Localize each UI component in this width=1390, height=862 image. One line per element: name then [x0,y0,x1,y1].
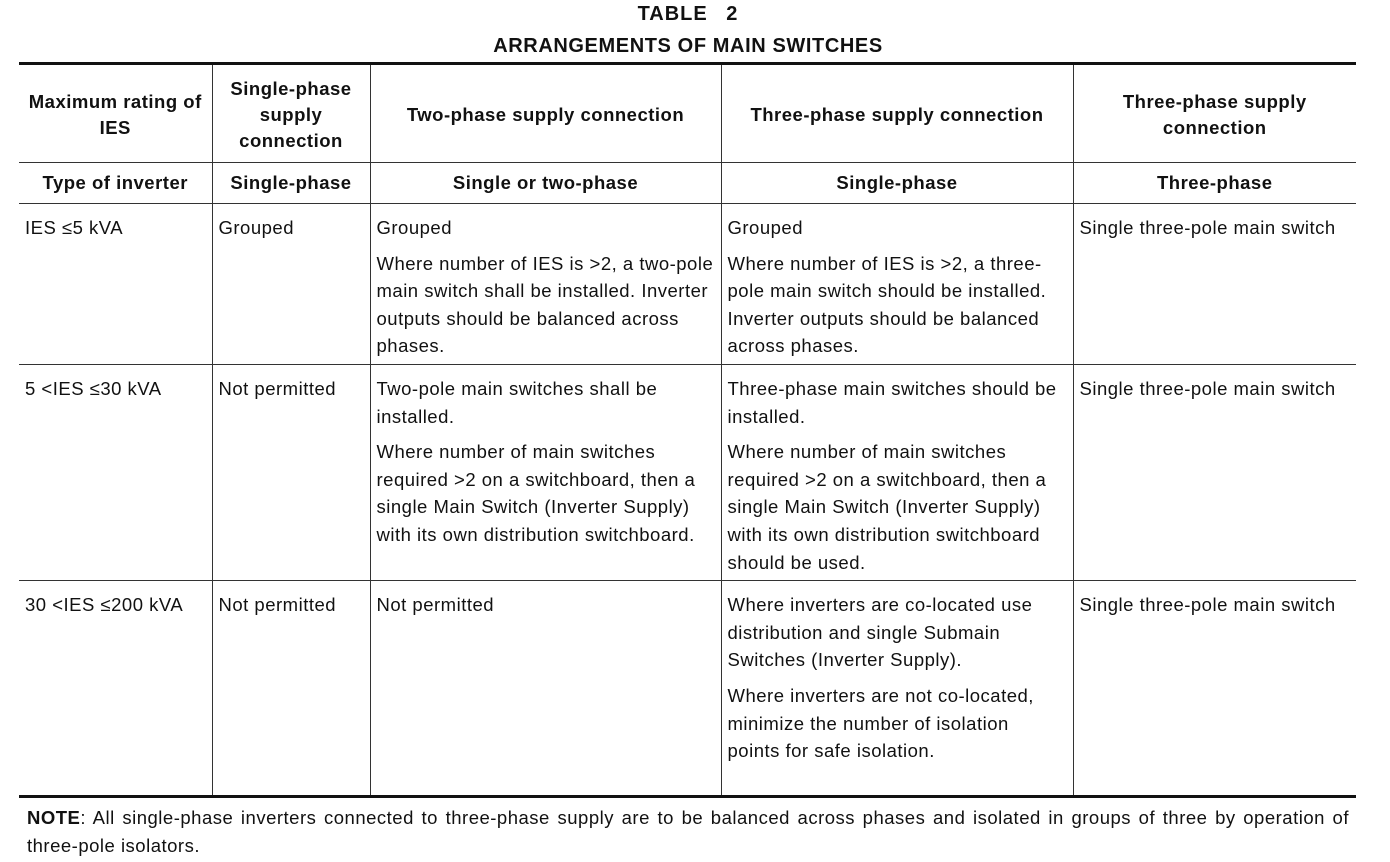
three-phase-three-cell [1073,364,1356,580]
note-label: NOTE [27,807,81,828]
header-cell: Single-phase [721,163,1073,204]
table-note [27,804,1349,860]
cell-text: 30 <IES ≤200 kVA [25,594,184,616]
cell-text: Where inverters are co-located use distribution and single Submain Switches (Inverter Supply). [727,594,1033,671]
three-phase-single-cell [721,204,1073,365]
header-cell: Type of inverter [19,163,212,204]
three-phase-three-cell [1073,204,1356,365]
cell-text: Not permitted [218,377,337,399]
single-phase-cell [212,204,370,365]
table-row [19,204,1356,365]
header-cell: Single-phase [212,163,370,204]
cell-text: Where inverters are not co-located, minimize the number of isolation points for safe isolation. [727,684,1034,762]
cell-text: Two-pole main switches shall be installed. [376,377,658,427]
header-cell: Three-phase supply connection [721,64,1073,163]
table-row [19,581,1356,797]
cell-text: Where number of IES is >2, a three-pole main switch should be installed. Inverter outputs should be balanced across phases. [727,252,1047,357]
cell-text: Single three-pole main switch [1079,217,1336,238]
rating-cell [19,364,212,580]
header-cell: Single or two-phase [370,163,721,204]
header-cell: Single-phase supply connection [212,64,370,163]
three-phase-single-cell [721,364,1073,580]
cell-text: Grouped [376,217,452,238]
cell-text: Where number of IES is >2, a two-pole main switch shall be installed. Inverter outputs should be balanced across phases. [376,252,714,357]
rating-cell [19,204,212,365]
header-row-inverter-type [19,163,1356,204]
header-cell: Three-phase [1073,163,1356,204]
cell-text: Where number of main switches required >2 on a switchboard, then a single Main Switch (Inverter Supply) with its own distribution switchboard. [376,441,696,545]
cell-text: Not permitted [376,594,495,616]
three-phase-single-cell [721,581,1073,797]
header-cell: Three-phase supply connection [1073,64,1356,163]
header-cell: Maximum rating of IES [19,64,212,163]
single-phase-cell [212,364,370,580]
table-caption: ARRANGEMENTS OF MAIN SWITCHES [493,35,883,57]
header-row-supply [19,64,1356,163]
note-text: : All single-phase inverters connected to three-phase supply are to be balanced across phases and isolated in groups of three by operation of three-pole isolators. [27,807,1349,856]
cell-text: Three-phase main switches should be installed. [727,377,1057,427]
two-phase-cell [370,364,721,580]
rating-cell [19,581,212,797]
two-phase-cell [370,581,721,797]
main-switches-table [19,62,1356,798]
header-cell: Two-phase supply connection [370,64,721,163]
cell-text: IES ≤5 kVA [25,217,124,238]
table-row [19,364,1356,580]
cell-text: Grouped [218,217,294,238]
cell-text: Single three-pole main switch [1079,594,1336,616]
two-phase-cell [370,204,721,365]
cell-text: Not permitted [218,594,337,616]
cell-text: 5 <IES ≤30 kVA [25,377,162,399]
cell-text: Grouped [727,217,803,238]
table-number: TABLE 2 [637,3,739,25]
three-phase-three-cell [1073,581,1356,797]
cell-text: Single three-pole main switch [1079,377,1336,399]
cell-text: Where number of main switches required >2 on a switchboard, then a single Main Switch (Inverter Supply) with its own distribution switchboard should be used. [727,441,1047,573]
single-phase-cell [212,581,370,797]
